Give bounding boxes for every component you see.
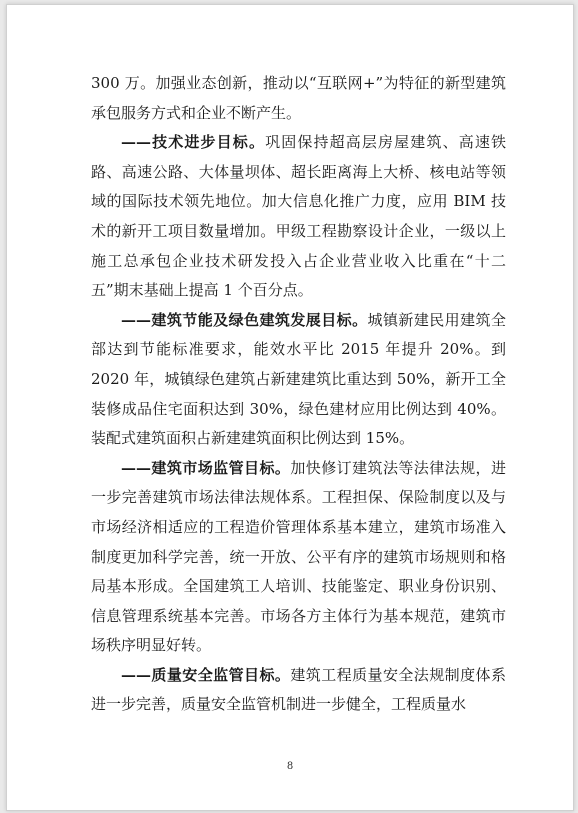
paragraph-1 [91, 69, 506, 128]
paragraph-2-heading: ——技术进步目标。 [121, 133, 266, 152]
paragraph-1-text: 300 万。加强业态创新，推动以“互联网+”为特征的新型建筑承包服务方式和企业不断产生。 [91, 74, 506, 122]
paragraph-4 [91, 454, 506, 661]
paragraph-3-heading: ——建筑节能及绿色建筑发展目标。 [121, 310, 368, 329]
paragraph-2 [91, 128, 506, 306]
paragraph-2-text: 巩固保持超高层房屋建筑、高速铁路、高速公路、大体量坝体、超长距离海上大桥、核电站等领域的国际技术领先地位。加大信息化推广力度，应用 BIM 技术的新开工项目数量增加。甲级工程勘察设计企业，一级以上施工总承包企业技术研发投入占企业营业收入比重在“十二五”期末基础上提高 1 个百分点。 [91, 133, 506, 300]
paragraph-3-text: 城镇新建民用建筑全部达到节能标准要求，能效水平比 2015 年提升 20%。到 2020 年，城镇绿色建筑占新建建筑比重达到 50%，新开工全装修成品住宅面积达到 30%，绿色建材应用比例达到 40%。装配式建筑面积占新建建筑面积比例达到 15%。 [91, 310, 506, 448]
paragraph-4-heading: ——建筑市场监管目标。 [121, 458, 291, 477]
paragraph-5-heading: ——质量安全监管目标。 [121, 665, 291, 684]
page-number: 8 [286, 761, 294, 772]
paragraph-5 [91, 661, 506, 720]
document-page [6, 4, 574, 811]
paragraph-5-text: 建筑工程质量安全法规制度体系进一步完善，质量安全监管机制进一步健全，工程质量水 [91, 665, 506, 714]
page-body [91, 69, 506, 720]
paragraph-4-text: 加快修订建筑法等法律法规，进一步完善建筑市场法律法规体系。工程担保、保险制度以及与市场经济相适应的工程造价管理体系基本建立，建筑市场准入制度更加科学完善，统一开放、公平有序的建筑市场规则和格局基本形成。全国建筑工人培训、技能鉴定、职业身份识别、信息管理系统基本完善。市场各方主体行为基本规范，建筑市场秩序明显好转。 [91, 458, 506, 655]
paragraph-3 [91, 306, 506, 454]
